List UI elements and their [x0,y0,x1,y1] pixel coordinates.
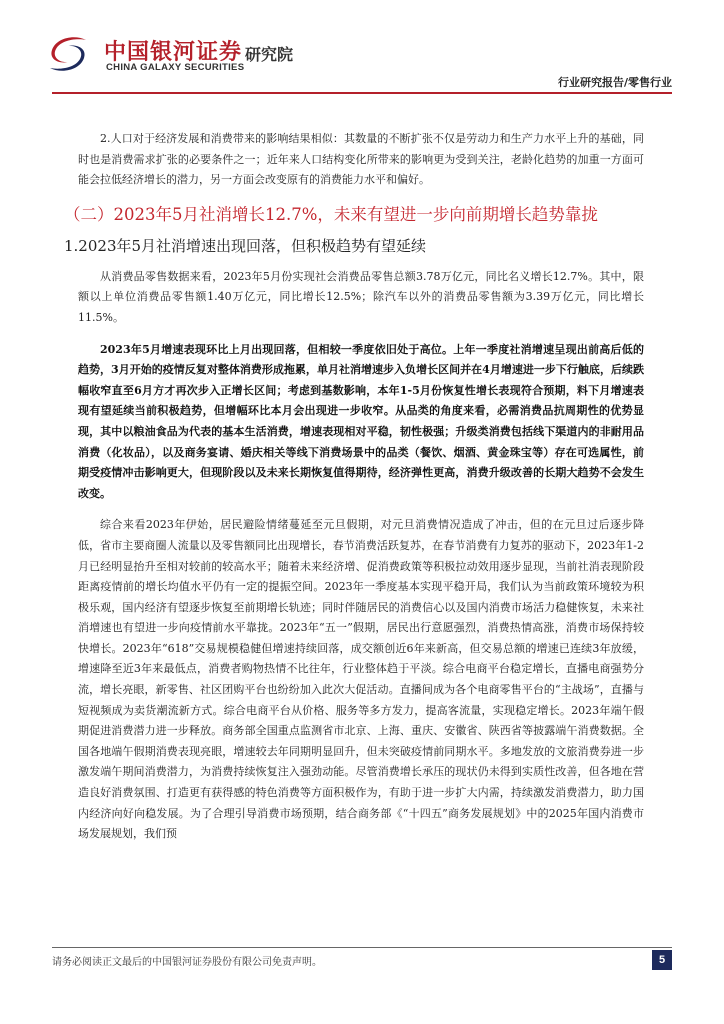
footer-divider [52,947,672,948]
galaxy-logo-icon [46,32,90,76]
page-number: 5 [652,950,672,970]
footer-disclaimer: 请务必阅读正文最后的中国银河证券股份有限公司免责声明。 [52,957,322,968]
page-header [0,0,724,96]
paragraph-retail-data: 从消费品零售数据来看，2023年5月份实现社会消费品零售总额3.78万亿元，同比名义增长12.7%。其中，限额以上单位消费品零售额1.40万亿元，同比增长12.5%；除汽车以外的消费品零售额为3.39万亿元，同比增长11.5%。 [78,269,644,324]
paragraph-population: 2.人口对于经济发展和消费带来的影响结果相似：其数量的不断扩张不仅是劳动力和生产力水平上升的基础，同时也是消费需求扩张的必要条件之一；近年来人口结构变化所带来的影响更为受到关注，老龄化趋势的加重一方面可能会拉低经济增长的潜力，另一方面会改变原有的消费能力水平和偏好。 [78,132,644,187]
header-divider [52,92,672,94]
paragraph-growth-analysis: 2023年5月增速表现环比上月出现回落，但相较一季度依旧处于高位。上年一季度社消增速呈现出前高后低的趋势，3月开始的疫情反复对整体消费形成拖累，单月社消增速步入负增长区间并在4月增速进一步下行触底，后续跌幅收窄直至6月方才再次步入正增长区间；考虑到基数影响，本年1-5月份恢复性增长表现符合预期，料下月增速表现有望延续当前积极趋势，但增幅环比本月会出现进一步收窄。从品类的角度来看，必需消费品抗周期性的优势显现，其中以粮油食品为代表的基本生活消费，增速表现相对平稳，韧性极强；升级类消费包括线下渠道内的非耐用品消费（化妆品），以及商务宴请、婚庆相关等线下消费场景中的品类（餐饮、烟酒、黄金珠宝等）存在可选属性，前期受疫情冲击影响更大，但现阶段以及未来长期恢复值得期待，经济弹性更高，消费升级改善的长期大趋势不会发生改变。 [78,342,644,500]
brand-name-cn: 中国银河证券 [104,40,243,65]
brand-name-en: CHINA GALAXY SECURITIES [106,62,245,73]
section-title: （二）2023年5月社消增长12.7%，未来有望进一步向前期增长趋势靠拢 [64,204,598,224]
subsection-title: 1.2023年5月社消增速出现回落，但积极趋势有望延续 [64,236,427,255]
report-category: 行业研究报告/零售行业 [557,76,672,89]
research-institute-label: 研究院 [245,45,294,64]
report-body [64,129,644,856]
paragraph-overall-outlook: 综合来看2023年伊始，居民避险情绪蔓延至元旦假期，对元旦消费情况造成了冲击，但的在元旦过后逐步降低，省市主要商圈人流量以及零售额同比出现增长，春节消费活跃复苏，在春节消费有力复苏的驱动下，2023年1-2月已经明显抬升至相对较前的较高水平；随着未来经济增、促消费政策等积极拉动效用逐步显现，当前社消表现阶段距离疫情前的增长均值水平仍有一定的提振空间。2023年一季度基本实现平稳开局，我们认为当前政策环境较为积极乐观，国内经济有望逐步恢复至前期增长轨迹；同时伴随居民的消费信心以及国内消费市场活力稳健恢复，未来社消增速也有望进一步向疫情前水平靠拢。2023年“五一”假期，居民出行意愿强烈，消费热情高涨，消费市场保持较快增长。2023年“618”交易规模稳健但增速持续回落，成交额创近6年来新高，但交易总额的增速已连续3年放缓，增速降至近3年来最低点，消费者购物热情不比往年，行业整体趋于平淡。综合电商平台稳定增长，直播电商强势分流，增长亮眼，新零售、社区团购平台也纷纷加入此次大促活动。直播间成为各个电商零售平台的“主战场”，直播与短视频成为卖货潮流新方式。综合电商平台从价格、服务等多方发力，提高客流量，实现稳定增长。2023年端午假期促进消费潜力进一步释放。商务部全国重点监测省市北京、上海、重庆、安徽省、陕西省等披露端午消费数据。全国各地端午假期消费表现亮眼，增速较去年同期明显回升，但未突破疫情前同期水平。多地发放的文旅消费券进一步激发端午期间消费潜力，为消费持续恢复注入强劲动能。尽管消费增长承压的现状仍未得到实质性改善，但各地在营造良好消费氛围、打造更有获得感的特色消费等方面积极作为，有助于进一步扩大内需，持续激发消费潜力，助力国内经济向好向稳发展。为了合理引导消费市场预期，结合商务部《“十四五”商务发展规划》中的2025年国内消费市场发展规划，我们预 [78,518,644,841]
